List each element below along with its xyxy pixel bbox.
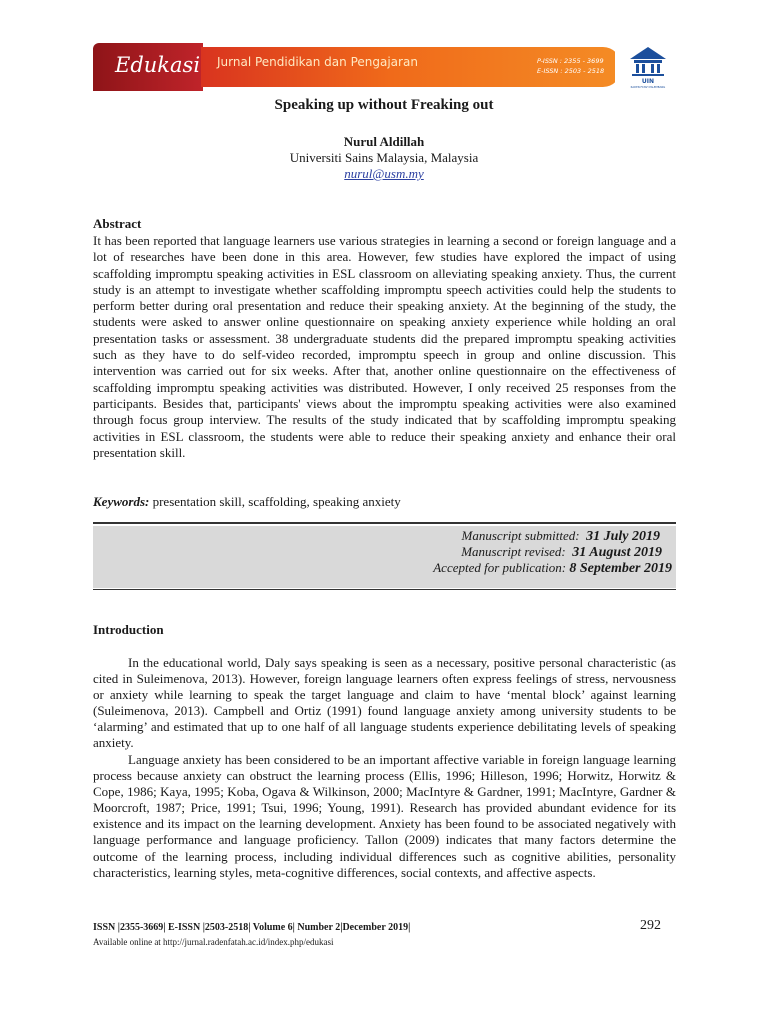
abstract-text: It has been reported that language learners use various strategies in learning a second or foreign language and a lot of researches have been done in this area. However, few studies have explored the impact of using scaffolding impromptu speaking activities in ESL classroom on alleviating speaking anxiety. Thus, the current study is an attempt to investigate whether scaffolding impromptu speech activities could help the students to perform better during oral presentation and reduce their speaking anxiety. At the beginning of the study, the students were asked to answer online questionnaire on speaking anxiety experience while holding an oral presentation tasks or assessment. 38 undergraduate students did the prepared impromptu speaking activities such as they have to do self-video recorded, impromptu speech in group and online discussion. This intervention was carried out for six weeks. After that, another online questionnaire on the effectiveness of scaffolding impromptu speaking activities was distributed. However, I only received 25 responses from the participants. Besides that, participants' views about the impromptu speaking activities were also examined through focus group interview. The results of the study indicated that by scaffolding impromptu speaking activities in ESL classroom, the students were able to reduce their speaking anxiety and enhance their oral presentation skill. [93,233,676,460]
logo-text-bottom: RADEN FATAH PALEMBANG [630,86,666,89]
keywords-text: presentation skill, scaffolding, speaking anxiety [152,494,401,509]
keywords-label: Keywords [93,494,145,509]
header-e-issn: E-ISSN : 2503 - 2518 [537,67,605,75]
date-submitted-value: 31 July 2019 [586,529,660,544]
divider-bottom [93,589,676,590]
header-p-issn: P-ISSN : 2355 - 3699 [537,57,604,65]
intro-paragraph: In the educational world, Daly says speaking is seen as a necessary, positive personal characteristic (as cited in Suleimenova, 2013). However, foreign language learners often express feelings of stress, nervousness or anxiety while learning to speak the target language and claim to have ‘mental block’ against learning (Suleimenova, 2013). Campbell and Ortiz (1991) found language anxiety among university students to be ‘alarming’ and estimated that up to one half of all language students experience debilitating levels of speaking anxiety. [93,655,676,751]
keywords-line: Keywords: presentation skill, scaffolding, speaking anxiety [93,494,401,509]
journal-name: Jurnal Pendidikan dan Pengajaran [217,55,418,69]
paper-title: Speaking up without Freaking out [274,97,494,113]
date-accepted [433,560,672,577]
date-revised [461,544,662,561]
journal-header [93,43,676,91]
journal-brand: Edukasi [115,53,201,77]
logo-text-top: UIN [641,78,655,85]
date-submitted [462,528,660,545]
introduction-heading: Introduction [93,622,164,637]
date-accepted-label: Accepted for publication: [433,560,567,575]
page-number: 292 [640,918,661,933]
intro-paragraph: Language anxiety has been considered to be an important affective variable in foreign language learning process because anxiety can obstruct the learning process (Ellis, 1996; Hilleson, 1996; Horwitz, Horwitz & Cope, 1986; Kaya, 1995; Koba, Ogava & Wilkinson, 2000; MacIntyre & Gardner, 1991; MacIntyre, Gardner & Moorcroft, 1987; Price, 1991; Tsui, 1996; Young, 1991). Research has provided abundant evidence for its existence and its impact on the learning development. Anxiety has been found to be associated negatively with language performance and language proficiency. Tallon (2009) indicates that many factors determine the outcome of the learning process, including individual differences such as cognitive abilities, personality characteristics, learning styles, meta-cognitive differences, social contexts, and affective aspects. [93,752,676,880]
date-accepted-value: 8 September 2019 [569,561,672,576]
university-logo-icon [626,45,670,89]
abstract-heading: Abstract [93,216,142,231]
date-revised-value: 31 August 2019 [572,545,662,560]
footer-issn: ISSN |2355-3669| E-ISSN |2503-2518| Volume 6| Number 2|December 2019| [93,922,411,933]
divider-top-double [93,523,676,524]
author-affiliation: Universiti Sains Malaysia, Malaysia [289,150,479,165]
footer-url: Available online at http://jurnal.radenfatah.ac.id/index.php/edukasi [93,937,334,947]
date-submitted-label: Manuscript submitted: [461,528,580,543]
author-email-link[interactable]: nurul@usm.my [344,166,424,181]
date-revised-label: Manuscript revised: [461,544,566,559]
manuscript-dates-box [93,526,676,588]
header-issn [537,56,604,76]
author-name: Nurul Aldillah [343,134,425,149]
